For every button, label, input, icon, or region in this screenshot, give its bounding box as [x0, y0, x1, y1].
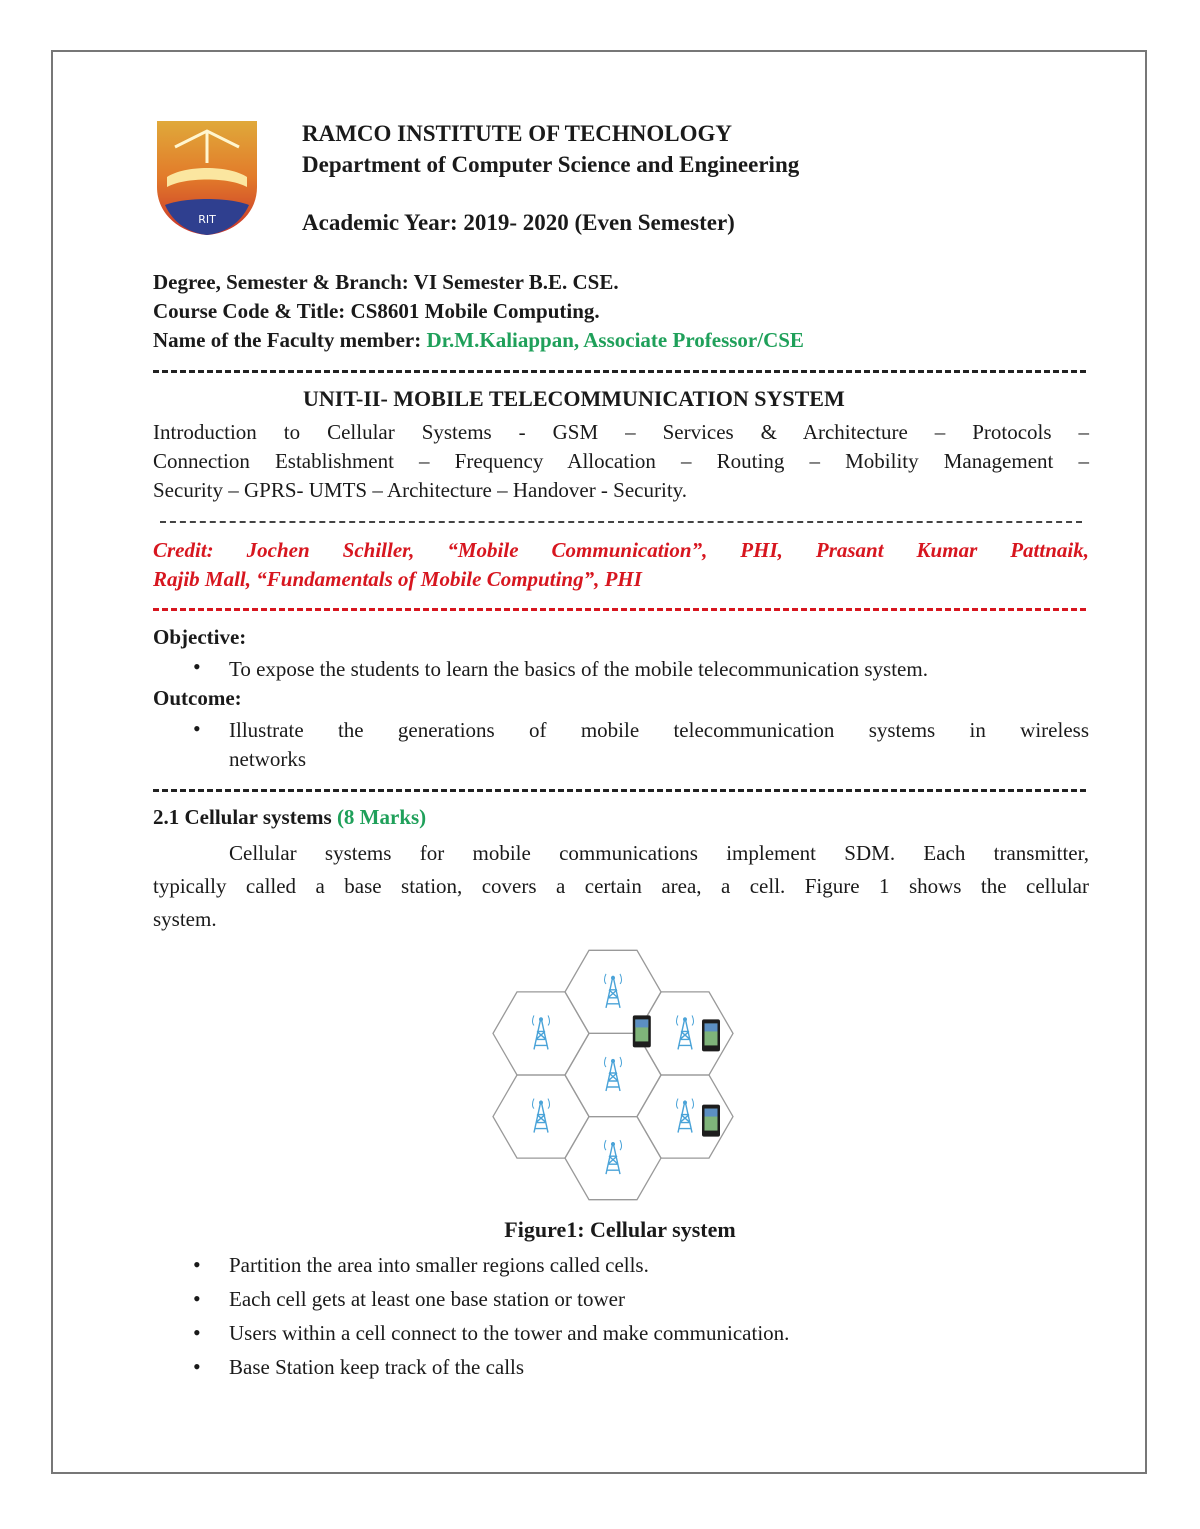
degree-line: Degree, Semester & Branch: VI Semester B.E. CSE.: [153, 270, 619, 294]
bullet-dot: •: [193, 654, 201, 679]
section-para-line-1: Cellular systems for mobile communications implement SDM. Each transmitter,: [229, 841, 1089, 865]
institute-name: RAMCO INSTITUTE OF TECHNOLOGY: [302, 121, 733, 146]
credit-line-2: Rajib Mall, “Fundamentals of Mobile Computing”, PHI: [153, 567, 642, 591]
faculty-name: Dr.M.Kaliappan, Associate Professor/CSE: [426, 328, 804, 352]
bullet-dot: •: [193, 716, 201, 741]
mobile-phone-icon: [702, 1019, 720, 1051]
faculty-line: [153, 328, 1089, 353]
divider: [153, 789, 1086, 792]
section-title: 2.1 Cellular systems: [153, 805, 337, 829]
cellular-system-figure: [480, 930, 770, 1220]
tower-icon: [605, 974, 622, 1008]
institute-logo: [155, 117, 259, 237]
unit-topics-line-1: Introduction to Cellular Systems - GSM – Services & Architecture – Protocols –: [153, 420, 1089, 444]
credit-line-1: Credit: Jochen Schiller, “Mobile Communication”, PHI, Prasant Kumar Pattnaik,: [153, 538, 1089, 562]
tower-icon: [533, 1015, 550, 1049]
objective-heading: Objective:: [153, 625, 247, 649]
bullet-item: Base Station keep track of the calls: [229, 1355, 525, 1379]
section-para-line-3: system.: [153, 907, 217, 931]
academic-year: Academic Year: 2019- 2020 (Even Semester): [302, 210, 735, 235]
cell-hexagon: [493, 992, 589, 1075]
divider: [153, 370, 1086, 373]
logo-text: RIT: [198, 213, 216, 226]
unit-topics-line-2: Connection Establishment – Frequency Allocation – Routing – Mobility Management –: [153, 449, 1089, 473]
bullet-dot: •: [193, 1354, 201, 1379]
divider: [160, 521, 1082, 523]
tower-icon: [605, 1140, 622, 1174]
unit-title: UNIT-II- MOBILE TELECOMMUNICATION SYSTEM: [303, 386, 845, 411]
tower-icon: [677, 1099, 694, 1133]
section-marks: (8 Marks): [336, 805, 427, 829]
tower-icon: [605, 1057, 622, 1091]
section-heading: [153, 805, 1089, 830]
outcome-heading: Outcome:: [153, 686, 242, 710]
outcome-line-2: networks: [229, 747, 306, 771]
tower-icon: [533, 1099, 550, 1133]
figure-caption: Figure1: Cellular system: [504, 1217, 736, 1242]
section-para-line-2: typically called a base station, covers a certain area, a cell. Figure 1 shows the cellular: [153, 874, 1089, 898]
bullet-item: Each cell gets at least one base station or tower: [229, 1287, 625, 1311]
unit-topics-line-3: Security – GPRS- UMTS – Architecture – Handover - Security.: [153, 478, 688, 502]
bullet-item: Users within a cell connect to the tower and make communication.: [229, 1321, 790, 1345]
red-divider: [153, 608, 1086, 611]
cell-hexagon: [565, 1117, 661, 1200]
cell-hexagon: [493, 1075, 589, 1158]
faculty-label: Name of the Faculty member:: [153, 328, 427, 352]
course-code-line: Course Code & Title: CS8601 Mobile Computing.: [153, 299, 600, 323]
outcome-line-1: Illustrate the generations of mobile telecommunication systems in wireless: [229, 718, 1089, 742]
department-name: Department of Computer Science and Engineering: [302, 152, 800, 177]
bullet-dot: •: [193, 1252, 201, 1277]
bullet-item: Partition the area into smaller regions called cells.: [229, 1253, 649, 1277]
bullet-dot: •: [193, 1320, 201, 1345]
bullet-dot: •: [193, 1286, 201, 1311]
objective-item: To expose the students to learn the basics of the mobile telecommunication system.: [229, 657, 928, 681]
mobile-phone-icon: [702, 1105, 720, 1137]
mobile-phone-icon: [633, 1015, 651, 1047]
tower-icon: [677, 1015, 694, 1049]
